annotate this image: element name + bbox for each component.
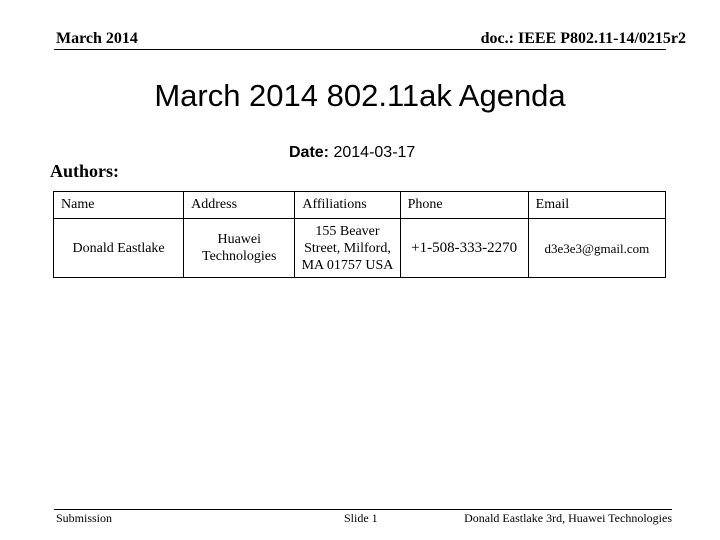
date-line	[289, 144, 415, 162]
cell-address	[184, 219, 295, 278]
authors-label: Authors:	[50, 161, 120, 181]
header-doc-id: doc.: IEEE P802.11-14/0215r2	[480, 30, 686, 47]
header-address: Address	[184, 192, 295, 219]
affiliation-line: Street, Milford,	[304, 240, 391, 256]
cell-phone: +1-508-333-2270	[400, 219, 528, 278]
cell-affiliations	[295, 219, 400, 278]
affiliation-line: MA 01757 USA	[301, 257, 394, 273]
footer-rule	[54, 509, 672, 510]
footer-slide-number: Slide 1	[344, 511, 378, 525]
cell-name: Donald Eastlake	[54, 219, 184, 278]
header-email: Email	[528, 192, 665, 219]
header-affiliations: Affiliations	[295, 192, 400, 219]
address-line: Huawei	[217, 232, 262, 247]
affiliation-line: 155 Beaver	[315, 223, 380, 239]
slide-title: March 2014 802.11ak Agenda	[154, 78, 566, 113]
address-line: Technologies	[202, 249, 277, 264]
table-row	[54, 219, 666, 278]
header-date: March 2014	[56, 30, 138, 47]
authors-table	[53, 191, 666, 278]
header-name: Name	[54, 192, 184, 219]
footer-author: Donald Eastlake 3rd, Huawei Technologies	[464, 511, 672, 525]
date-label: Date:	[289, 144, 330, 161]
header-rule	[54, 49, 666, 50]
footer-submission: Submission	[56, 511, 113, 525]
table-header-row	[54, 192, 666, 219]
header-phone: Phone	[400, 192, 528, 219]
date-value: 2014-03-17	[333, 144, 416, 161]
cell-email: d3e3e3@gmail.com	[528, 219, 665, 278]
